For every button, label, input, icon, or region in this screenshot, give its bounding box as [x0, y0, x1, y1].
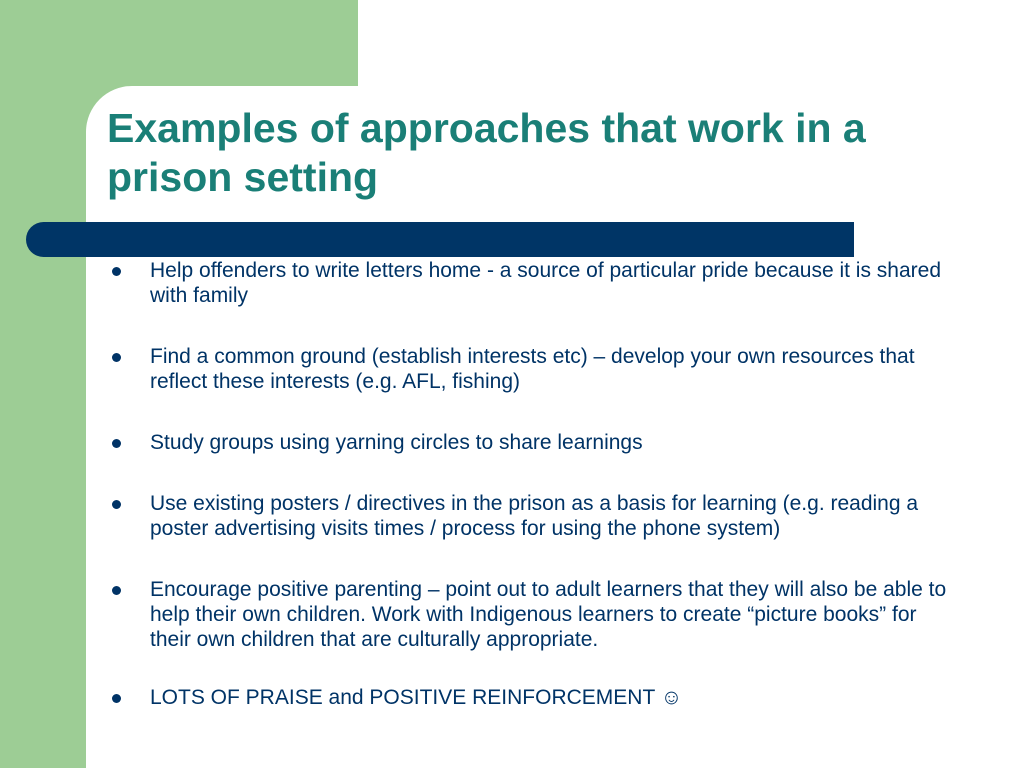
bullet-text: Use existing posters / directives in the prison as a basis for learning (e.g. reading a poster advertising visits times / process for using the phone system): [150, 492, 919, 540]
bullet-text: LOTS OF PRAISE and POSITIVE REINFORCEMENT ☺: [150, 686, 683, 709]
bullet-list: [112, 258, 962, 746]
title-underline-bar: [26, 222, 854, 257]
bullet-item: [112, 685, 962, 710]
bullet-text: Encourage positive parenting – point out to adult learners that they will also be able to help their own children. Work with Indigenous learners to create “picture books” for their own children that are culturally appropriate.: [150, 578, 947, 651]
bullet-item: [112, 430, 962, 455]
bullet-item: [112, 577, 962, 652]
bullet-item: [112, 344, 962, 394]
bullet-text: Help offenders to write letters home - a source of particular pride because it is shared with family: [150, 259, 942, 307]
bullet-text: Find a common ground (establish interests etc) – develop your own resources that reflect these interests (e.g. AFL, fishing): [150, 345, 915, 393]
bullet-dot-icon: [112, 267, 121, 276]
bullet-dot-icon: [112, 586, 121, 595]
bullet-text: Study groups using yarning circles to share learnings: [150, 431, 643, 454]
bullet-item: [112, 258, 962, 308]
bullet-item: [112, 491, 962, 541]
slide-title: Examples of approaches that work in a prison setting: [107, 105, 866, 200]
bullet-dot-icon: [112, 500, 121, 509]
bullet-dot-icon: [112, 694, 121, 703]
bullet-dot-icon: [112, 439, 121, 448]
bullet-dot-icon: [112, 353, 121, 362]
